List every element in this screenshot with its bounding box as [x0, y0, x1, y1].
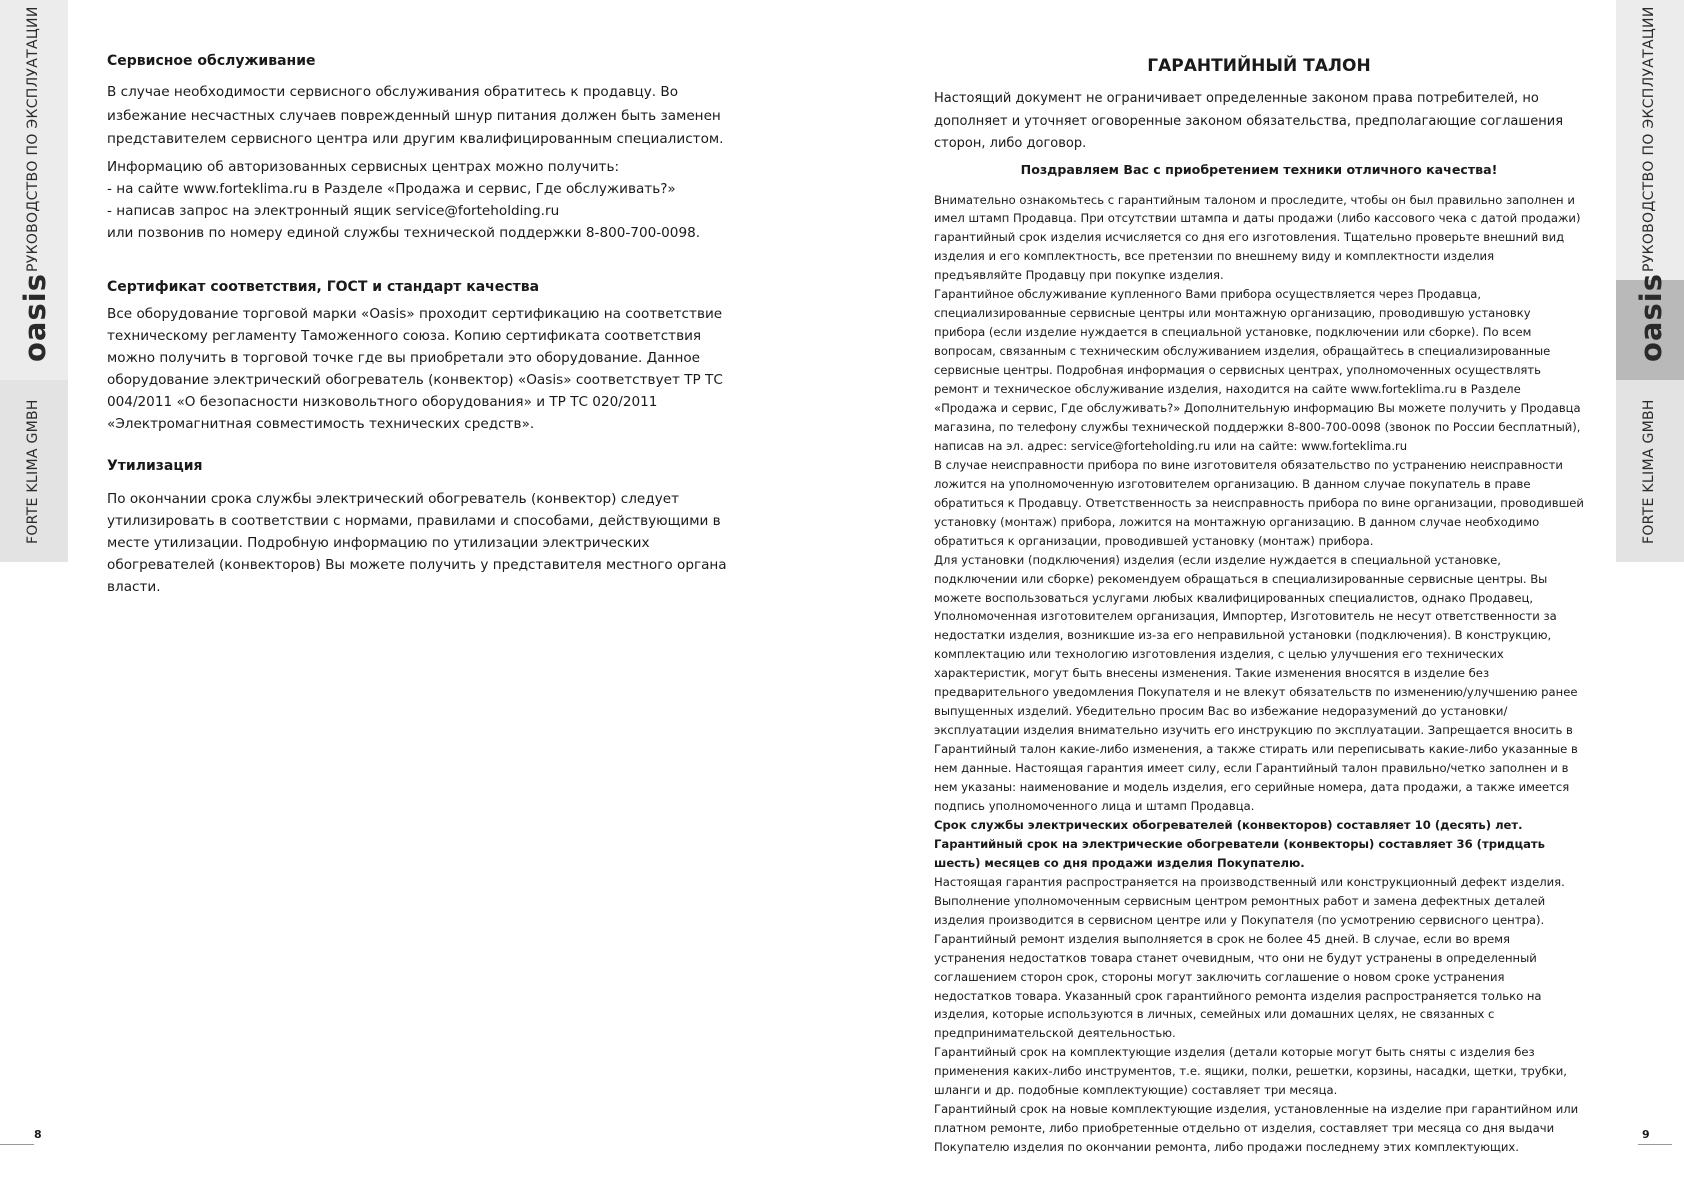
side-tab-company-label-right: FORTE KLIMA GMBH — [1641, 399, 1657, 544]
disposal-text: По окончании срока службы электрический обогреватель (конвектор) следует утилизировать в соответствии с нормами, правилами и способами, действующими в месте утилизации. Подробную информацию по утилизации электрических обогревателей (конвекторов) Вы можете получить у представителя местного органа власти. — [107, 490, 727, 595]
warranty-paragraph: В случае неисправности прибора по вине изготовителя обязательство по устранению неисправности ложится на уполномоченную изготовителем организацию. В данном случае покупатель в праве обратиться к Продавцу. Ответственность за неисправность прибора по вине организации, проводившей установку (монтаж) прибора, ложится на монтажную организацию. В данном случае необходимо обратиться к организации, проводившей установку (монтаж) прибора. — [934, 457, 1584, 548]
service-info — [107, 156, 747, 244]
page-number-left: 8 — [34, 1128, 42, 1141]
warranty-title: ГАРАНТИЙНЫЙ ТАЛОН — [1147, 56, 1371, 76]
warranty-paragraph: Для установки (подключения) изделия (если изделие нуждается в специальной установке, подключении или сборке) рекомендуем обращаться в специализированные сервисные центры. Вы можете воспользоваться услугами любых квалифицированных специалистов, однако Продавец, Уполномоченная изготовителем организация, Импортер, Изготовитель не несут ответственности за недостатки изделия, возникшие из-за его неправильной установки (подключения). В конструкцию, комплектацию или технологию изготовления изделия, с целью улучшения его технических характеристик, могут быть внесены изменения. Такие изменения вносятся в изделие без предварительного уведомления Покупателя и не влекут обязательств по изменению/улучшению ранее выпущенных изделий. Убедительно просим Вас во избежание недоразумений до установки/эксплуатации изделия внимательно изучить его инструкцию по эксплуатации. Запрещается вносить в Гарантийный талон какие-либо изменения, а также стирать или переписывать какие-либо указанные в нем данные. Настоящая гарантия имеет силу, если Гарантийный талон правильно/четко заполнен и в нем указаны: наименование и модель изделия, его серийные номера, дата продажи, а также имеется подпись уполномоченного лица и штамп Продавца. — [934, 552, 1578, 813]
warranty-intro: Настоящий документ не ограничивает определенные законом права потребителей, но дополняет и уточняет оговоренные законом обязательства, предполагающие соглашения сторон, либо договор. — [934, 91, 1564, 151]
certificate-heading: Сертификат соответствия, ГОСТ и стандарт качества — [107, 278, 540, 295]
side-tab-company-label: FORTE KLIMA GMBH — [25, 399, 41, 544]
page-number-right: 9 — [1642, 1128, 1650, 1141]
warranty-paragraph: Гарантийный срок на комплектующие изделия (детали которые могут быть сняты с изделия без применения каких-либо инструментов, т.е. ящики, полки, решетки, корзины, насадки, щетки, трубки, шланги и др. подобные комплектующие) составляет три месяца. — [934, 1045, 1567, 1098]
side-tab-manual-label-right: РУКОВОДСТВО ПО ЭКСПЛУАТАЦИИ — [1641, 6, 1657, 272]
warranty-card — [934, 52, 1584, 1157]
service-life-statement: Срок службы электрических обогревателей (конвекторов) составляет 10 (десять) лет. — [934, 817, 1523, 832]
brand-logo-text-right: oasis — [1634, 273, 1668, 362]
warranty-body — [934, 191, 1584, 1158]
page-number-rule-right — [1638, 1144, 1672, 1145]
warranty-congrats: Поздравляем Вас с приобретением техники отличного качества! — [1020, 161, 1498, 177]
service-info-line: - написав запрос на электронный ящик service@forteholding.ru — [107, 202, 560, 219]
side-tab-manual-label: РУКОВОДСТВО ПО ЭКСПЛУАТАЦИИ — [25, 6, 41, 272]
side-tab-company-right — [1616, 380, 1684, 562]
side-tab-brand-area — [0, 273, 68, 380]
brand-logo-text: oasis — [18, 273, 52, 362]
side-tab-brand-right — [1616, 273, 1684, 380]
warranty-paragraph: Гарантийное обслуживание купленного Вами прибора осуществляется через Продавца, специализированные сервисные центры или монтажную организацию, проводившую установку прибора (если изделие нуждается в специальной установке, подключении или сборке). По всем вопросам, связанным с техническим обслуживанием изделия, обращайтесь в специализированные сервисные центры. Подробная информация о сервисных центрах, уполномоченных осуществлять ремонт и техническое обслуживание изделия, находится на сайте www.forteklima.ru в Разделе «Продажа и сервис, Где обслуживать?» Дополнительную информацию Вы можете получить у Продавца магазина, по телефону службы технической поддержки 8-800-700-0098 (звонок по России бесплатный), написав на эл. адрес: service@forteholding.ru или на сайте: www.forteklima.ru — [934, 287, 1581, 453]
warranty-period-statement: Гарантийный срок на электрические обогреватели (конвекторы) составляет 36 (тридцать шесть) месяцев со дня продажи изделия Покупателю. — [934, 836, 1545, 870]
service-info-line: - на сайте www.forteklima.ru в Разделе «Продажа и сервис, Где обслуживать?» — [107, 180, 676, 197]
side-tab-manual-right — [1616, 0, 1684, 280]
right-page — [842, 0, 1684, 1191]
service-info-line: Информацию об авторизованных сервисных центрах можно получить: — [107, 158, 620, 175]
left-page-content — [107, 50, 747, 598]
service-text: В случае необходимости сервисного обслуживания обратитесь к продавцу. Во избежание несчастных случаев поврежденный шнур питания должен быть заменен представителем сервисного центра или другим квалифицированным специалистом. — [107, 84, 724, 147]
warranty-paragraph: Внимательно ознакомьтесь с гарантийным талоном и проследите, чтобы он был правильно заполнен и имел штамп Продавца. При отсутствии штампа и даты продажи (либо кассового чека с датой продажи) гарантийный срок изделия исчисляется со дня его изготовления. Тщательно проверьте внешний вид изделия и его комплектность, все претензии по внешнему виду и комплектности изделия предъявляйте Продавцу при покупке изделия. — [934, 192, 1581, 283]
disposal-heading: Утилизация — [107, 457, 203, 474]
certificate-text: Все оборудование торговой марки «Oasis» проходит сертификацию на соответствие техническому регламенту Таможенного союза. Копию сертификата соответствия можно получить в торговой точке где вы приобретали это оборудование. Данное оборудование электрический обогреватель (конвектор) «Oasis» соответствует ТР ТС 004/2011 «О безопасности низковольтного оборудования» и ТР ТС 020/2011 «Электромагнитная совместимость технических средств». — [107, 305, 723, 432]
service-heading: Сервисное обслуживание — [107, 53, 316, 69]
side-tab-company — [0, 380, 68, 562]
warranty-paragraph: Настоящая гарантия распространяется на производственный или конструкционный дефект изделия. Выполнение уполномоченным сервисным центром ремонтных работ и замена дефектных деталей изделия производится в сервисном центре или у Покупателя (по усмотрению сервисного центра). — [934, 874, 1565, 927]
warranty-paragraph: Гарантийный срок на новые комплектующие изделия, установленные на изделие при гарантийном или платном ремонте, либо приобретенные отдельно от изделия, составляет три месяца со дня выдачи Покупателю изделия по окончании ремонта, либо продажи последнему этих комплектующих. — [934, 1102, 1579, 1155]
service-info-line: или позвонив по номеру единой службы технической поддержки 8-800-700-0098. — [107, 224, 701, 241]
warranty-paragraph: Гарантийный ремонт изделия выполняется в срок не более 45 дней. В случае, если во время устранения недостатков товара станет очевидным, что они не будут устранены в определенный соглашением сторон срок, стороны могут заключить соглашение о новом сроке устранения недостатков товара. Указанный срок гарантийного ремонта изделия распространяется только на изделия, которые используются в личных, семейных или домашних целях, не связанных с предпринимательской деятельностью. — [934, 931, 1542, 1041]
page-number-rule-left — [0, 1144, 34, 1145]
